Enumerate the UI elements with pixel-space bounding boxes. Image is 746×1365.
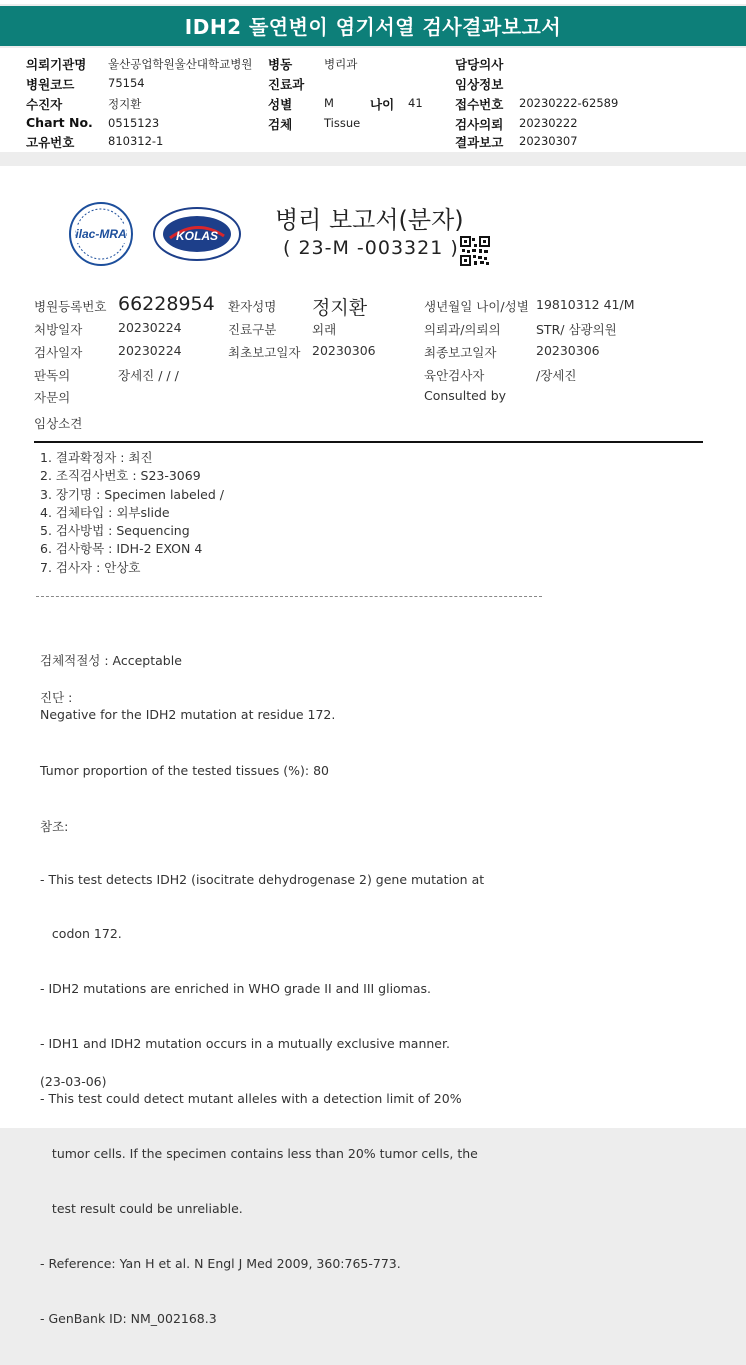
clinic-label: 진료구분 <box>228 322 277 337</box>
reader-label: 판독의 <box>34 368 71 383</box>
specimen-value: Tissue <box>324 116 361 130</box>
reference-line: codon 172. <box>40 926 122 942</box>
reference-line: - Reference: Yan H et al. N Engl J Med 2009, 360:765-773. <box>40 1255 401 1271</box>
sex-value: M <box>324 96 334 110</box>
header-title: IDH2 돌연변이 염기서열 검사결과보고서 <box>184 15 562 39</box>
reference-line: - This test could detect mutant alleles with a detection limit of 20% <box>40 1091 462 1107</box>
first-value: 20230306 <box>312 343 376 358</box>
kolas-logo <box>152 206 242 262</box>
list-item: 5. 검사방법 : Sequencing <box>40 523 190 539</box>
exam-label: 검사일자 <box>34 345 83 360</box>
section-divider <box>34 441 703 443</box>
patient-label: 수진자 <box>26 97 63 112</box>
report-title: 병리 보고서(분자) <box>275 206 464 234</box>
qr-code-icon <box>460 236 490 266</box>
reference-label: 참조: <box>40 819 69 834</box>
report-number: ( 23-M -003321 ) <box>283 237 459 259</box>
request-info-panel <box>0 48 746 152</box>
patient-value: 정지환 <box>108 97 142 111</box>
final-value: 20230306 <box>536 343 600 358</box>
unique-label: 고유번호 <box>26 135 75 150</box>
code-value: 75154 <box>108 76 145 90</box>
reader-value: 장세진 / / / <box>118 368 179 383</box>
result-value: 20230307 <box>519 134 578 148</box>
adequacy-text: 검체적절성 : Acceptable <box>40 653 182 668</box>
request-value: 20230222 <box>519 116 578 130</box>
ilac-mra-logo <box>68 201 134 267</box>
name-label: 환자성명 <box>228 299 277 314</box>
rx-label: 처방일자 <box>34 322 83 337</box>
reference-line: - IDH2 mutations are enriched in WHO grade II and III gliomas. <box>40 981 432 997</box>
first-label: 최초보고일자 <box>228 345 301 360</box>
consult-label: 자문의 <box>34 390 71 405</box>
ilac-logo-text: ilac-MRA <box>75 227 127 241</box>
reference-line: test result could be unreliable. <box>40 1200 243 1216</box>
list-item: 7. 검사자 : 안상호 <box>40 559 141 575</box>
request-label: 검사의뢰 <box>455 117 504 132</box>
clinical-info-label: 임상정보 <box>455 77 504 92</box>
institution-label: 의뢰기관명 <box>26 57 87 72</box>
dept-label: 진료과 <box>268 77 305 92</box>
ward-value: 병리과 <box>324 57 358 71</box>
final-label: 최종보고일자 <box>424 345 497 360</box>
receipt-label: 접수번호 <box>455 97 504 112</box>
kolas-logo-text: KOLAS <box>176 229 218 243</box>
clinic-value: 외래 <box>312 322 337 337</box>
gross-value: /장세진 <box>536 368 577 383</box>
birth-label: 생년월일 나이/성별 <box>424 299 529 314</box>
tumor-proportion: Tumor proportion of the tested tissues (%): 80 <box>40 763 330 778</box>
refdept-label: 의뢰과/의뢰의 <box>424 322 501 337</box>
refdept-value: STR/ 삼광의원 <box>536 322 617 337</box>
specimen-label: 검체 <box>268 117 293 132</box>
clinical-findings-label: 임상소견 <box>34 416 83 431</box>
doctor-label: 담당의사 <box>455 57 504 72</box>
summary-list <box>40 449 224 577</box>
report-header <box>0 6 746 46</box>
consulted-by-label: Consulted by <box>424 388 507 403</box>
gross-label: 육안검사자 <box>424 368 485 383</box>
diagnosis-label: 진단 : <box>40 690 73 705</box>
dashed-divider <box>36 596 542 597</box>
code-label: 병원코드 <box>26 77 75 92</box>
reg-value: 66228954 <box>118 293 215 315</box>
reference-list <box>40 834 484 1365</box>
reference-line: - GenBank ID: NM_002168.3 <box>40 1310 217 1326</box>
reference-line: - This test detects IDH2 (isocitrate dehydrogenase 2) gene mutation at <box>40 871 485 887</box>
exam-value: 20230224 <box>118 343 182 358</box>
institution-value: 울산공업학원울산대학교병원 <box>108 57 253 71</box>
reference-line: - IDH1 and IDH2 mutation occurs in a mutually exclusive manner. <box>40 1036 450 1052</box>
top-strip <box>0 0 746 4</box>
list-item: 1. 결과확정자 : 최진 <box>40 450 153 465</box>
list-item: 4. 검체타입 : 외부slide <box>40 504 170 520</box>
age-value: 41 <box>408 96 423 110</box>
report-date: (23-03-06) <box>40 1074 107 1089</box>
sex-label: 성별 <box>268 97 293 112</box>
chart-label: Chart No. <box>26 115 93 130</box>
age-label: 나이 <box>370 97 395 112</box>
report-page <box>0 166 746 1326</box>
result-label: 결과보고 <box>455 135 504 150</box>
rx-value: 20230224 <box>118 320 182 335</box>
birth-value: 19810312 41/M <box>536 297 635 312</box>
chart-value: 0515123 <box>108 116 160 130</box>
list-item: 3. 장기명 : Specimen labeled / <box>40 486 224 502</box>
list-item: 2. 조직검사번호 : S23-3069 <box>40 468 201 484</box>
unique-value: 810312-1 <box>108 134 164 148</box>
ward-label: 병동 <box>268 57 293 72</box>
reference-line: tumor cells. If the specimen contains less than 20% tumor cells, the <box>40 1146 478 1162</box>
receipt-value: 20230222-62589 <box>519 96 619 110</box>
reg-label: 병원등록번호 <box>34 299 107 314</box>
name-value: 정지환 <box>312 297 368 319</box>
list-item: 6. 검사항목 : IDH-2 EXON 4 <box>40 541 203 557</box>
diagnosis-text: Negative for the IDH2 mutation at residue 172. <box>40 707 336 722</box>
